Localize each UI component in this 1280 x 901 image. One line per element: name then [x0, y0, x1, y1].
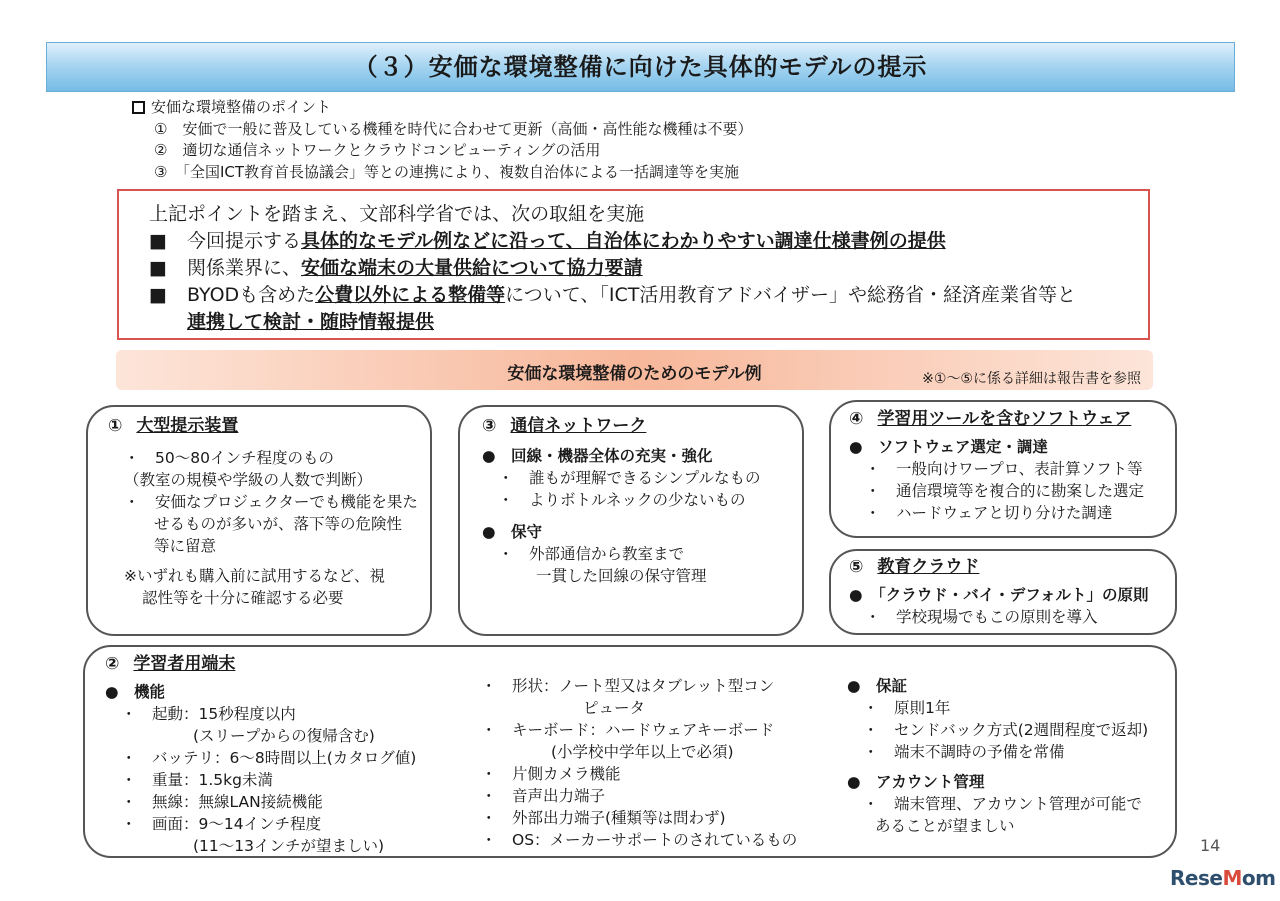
points-section [132, 97, 752, 183]
point-item: ③ 「全国ICT教育首長協議会」等との連携により、複数自治体による一括調達等を実施 [154, 162, 740, 181]
device-col-3 [847, 675, 1148, 837]
box-number: ③ [482, 416, 497, 436]
box-software [829, 400, 1177, 538]
model-band-title: 安価な環境整備のためのモデル例 [507, 364, 762, 384]
action-intro: 上記ポイントを踏まえ、文部科学省では、次の取組を実施 [149, 203, 645, 225]
box-line: ・ 端末管理、アカウント管理が可能で [863, 795, 1142, 813]
box-line: ・ 安価なプロジェクターでも機能を果た [124, 493, 418, 511]
action-text: 関係業界に、 [187, 257, 302, 279]
box-line: ・ 形状：ノート型又はタブレット型コン [481, 677, 775, 695]
box-title: 学習者用端末 [133, 654, 236, 674]
box-line: （教室の規模や学級の人数で判断） [124, 471, 373, 489]
box-line: ・ 画面：9～14インチ程度 [121, 815, 322, 833]
box-heading [849, 408, 1175, 430]
box-subheading: ● 保証 [847, 677, 908, 695]
logo-part: om [1241, 866, 1276, 890]
box-line: ・ 片側カメラ機能 [481, 765, 621, 783]
box-line: ・ 一般向けワープロ、表計算ソフト等 [865, 460, 1143, 478]
points-heading-row [132, 97, 752, 119]
title-bar [46, 42, 1235, 92]
action-text: BYODも含めた [187, 284, 316, 306]
box-title: 教育クラウド [877, 557, 980, 577]
box-line: せるものが多いが、落下等の危険性 [154, 515, 403, 533]
box-line: ・ 通信環境等を複合的に勘案した選定 [865, 482, 1145, 500]
action-emphasis: 公費以外による整備等 [315, 284, 506, 306]
box-line: ・ センドバック方式(2週間程度で返却) [863, 721, 1149, 739]
box-subheading: ● アカウント管理 [847, 773, 985, 791]
box-line: ・ キーボード：ハードウェアキーボード [481, 721, 775, 739]
box-line: ・ 重量：1.5kg未満 [121, 771, 273, 789]
point-item: ② 適切な通信ネットワークとクラウドコンピューティングの活用 [154, 141, 601, 159]
box-learner-device [83, 645, 1177, 858]
box-subheading: ● 「クラウド・バイ・デフォルト」の原則 [849, 586, 1149, 604]
box-line: ピュータ [583, 699, 646, 717]
action-line [149, 255, 1148, 282]
action-emphasis: 連携して検討・随時情報提供 [187, 311, 435, 333]
logo-part: Rese [1170, 866, 1223, 890]
resemom-logo [1170, 866, 1275, 890]
bullet-icon: ■ [149, 230, 167, 252]
box-line: ・ 外部通信から教室まで [498, 545, 685, 563]
box-line: (小学校中学年以上で必須) [551, 743, 734, 761]
box-title: 学習用ツールを含むソフトウェア [877, 409, 1132, 429]
box-heading [105, 653, 416, 675]
device-col-1 [105, 653, 416, 857]
box-line: ・ 誰もが理解できるシンプルなもの [498, 469, 761, 487]
box-subheading: ● 回線・機器全体の充実・強化 [482, 447, 713, 465]
square-bullet-icon [132, 101, 145, 114]
box-line: ・ 起動：15秒程度以内 [121, 705, 296, 723]
bullet-icon: ■ [149, 284, 167, 306]
action-emphasis: 具体的なモデル例などに沿って、自治体にわかりやすい調達仕様書例の提供 [301, 230, 946, 252]
box-subheading: ● 保守 [482, 523, 543, 541]
logo-part: M [1222, 866, 1242, 890]
box-cloud [829, 549, 1177, 635]
box-line: ・ 原則1年 [863, 699, 951, 717]
box-number: ⑤ [849, 557, 864, 577]
box-line: ・ 50～80インチ程度のもの [124, 449, 334, 467]
action-text: について、「ICT活用教育アドバイザー」や総務省・経済産業省等と [505, 284, 1077, 306]
box-title: 通信ネットワーク [510, 416, 647, 436]
box-heading [849, 556, 1175, 578]
box-line: ・ バッテリ：6～8時間以上(カタログ値) [121, 749, 417, 767]
model-band-note: ※①～⑤に係る詳細は報告書を参照 [922, 371, 1141, 387]
action-line [149, 228, 1148, 255]
action-box [117, 189, 1150, 340]
box-line: ・ 無線：無線LAN接続機能 [121, 793, 323, 811]
bullet-icon: ■ [149, 257, 167, 279]
device-col-2 [481, 675, 797, 851]
box-line: ・ OS：メーカーサポートのされているもの [481, 831, 798, 849]
points-heading: 安価な環境整備のポイント [151, 98, 332, 116]
box-number: ② [105, 654, 120, 674]
box-number: ① [108, 416, 123, 436]
box-heading [108, 415, 430, 437]
box-line: (スリープからの復帰含む) [193, 727, 375, 745]
box-line: (11～13インチが望ましい) [193, 837, 385, 855]
box-line: ・ 音声出力端子 [481, 787, 606, 805]
action-text: 今回提示する [187, 230, 302, 252]
box-line: あることが望ましい [875, 817, 1015, 835]
box-note: ※いずれも購入前に試用するなど、視 [124, 567, 385, 585]
box-line: ・ 外部出力端子(種類等は問わず) [481, 809, 726, 827]
box-network [458, 405, 804, 636]
box-line: ・ ハードウェアと切り分けた調達 [865, 504, 1113, 522]
box-line: ・ 学校現場でもこの原則を導入 [865, 608, 1098, 626]
box-subheading: ● ソフトウェア選定・調達 [849, 438, 1048, 456]
action-line [149, 282, 1148, 336]
box-title: 大型提示装置 [136, 416, 239, 436]
box-line: 等に留意 [154, 537, 217, 555]
box-large-display [86, 405, 432, 636]
box-line: 一貫した回線の保守管理 [536, 567, 707, 585]
box-note: 認性等を十分に確認する必要 [142, 589, 344, 607]
box-line: ・ 端末不調時の予備を常備 [863, 743, 1065, 761]
page-title: （３）安価な環境整備に向けた具体的モデルの提示 [353, 53, 928, 81]
box-heading [482, 415, 802, 437]
box-subheading: ● 機能 [105, 683, 166, 701]
box-number: ④ [849, 409, 864, 429]
model-band [116, 350, 1153, 390]
box-line: ・ よりボトルネックの少ないもの [498, 491, 746, 509]
action-emphasis: 安価な端末の大量供給について協力要請 [301, 257, 643, 279]
point-item: ① 安価で一般に普及している機種を時代に合わせて更新（高価・高性能な機種は不要） [154, 119, 753, 138]
page-number: 14 [1200, 836, 1221, 855]
